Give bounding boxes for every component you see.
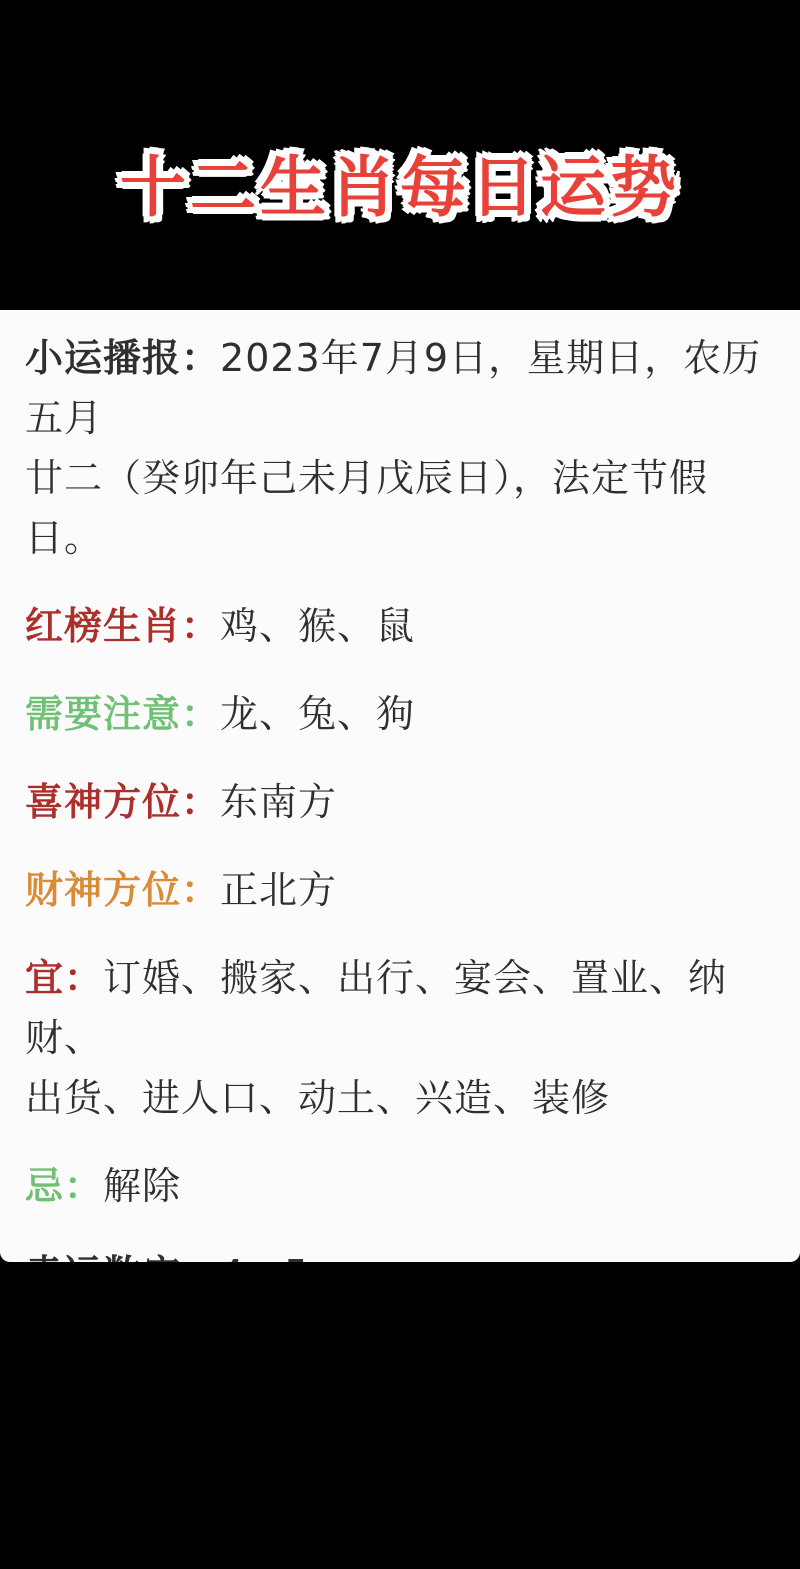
row-text: 订婚、搬家、出行、宴会、置业、纳财、 xyxy=(25,956,728,1060)
row-text: 廿二（癸卯年己未月戊辰日），法定节假日。 xyxy=(25,456,709,560)
title-band xyxy=(0,0,800,310)
row-label: 需要注意： xyxy=(25,692,221,736)
row-label: 红榜生肖： xyxy=(25,604,221,648)
row-xishen-fangwei xyxy=(25,772,775,832)
row-xiaoyun-bobao xyxy=(25,328,775,568)
row-text: 出货、进人口、动土、兴造、装修 xyxy=(25,1076,611,1120)
row-text: 解除 xyxy=(103,1164,182,1208)
row-ji xyxy=(25,1156,775,1216)
row-label: 小运播报： xyxy=(25,336,221,380)
bottom-letterbox-band xyxy=(0,1262,800,1569)
row-hongbang-shengxiao xyxy=(25,596,775,656)
row-text: 龙、兔、狗 xyxy=(220,692,416,736)
row-text: 2023年7月9日，星期日，农历五月 xyxy=(25,336,762,440)
row-caishen-fangwei xyxy=(25,860,775,920)
row-text: 东南方 xyxy=(220,780,338,824)
row-label: 宜： xyxy=(25,956,104,1000)
fortune-content-card xyxy=(0,310,800,1262)
page-title: 十二生肖每日运势 xyxy=(120,149,680,226)
row-xuyao-zhuyi xyxy=(25,684,775,744)
row-text: 正北方 xyxy=(220,868,338,912)
row-label: 喜神方位： xyxy=(25,780,221,824)
row-text: 鸡、猴、鼠 xyxy=(220,604,416,648)
row-yi xyxy=(25,948,775,1128)
row-label: 财神方位： xyxy=(25,868,221,912)
row-label: 忌： xyxy=(25,1164,104,1208)
